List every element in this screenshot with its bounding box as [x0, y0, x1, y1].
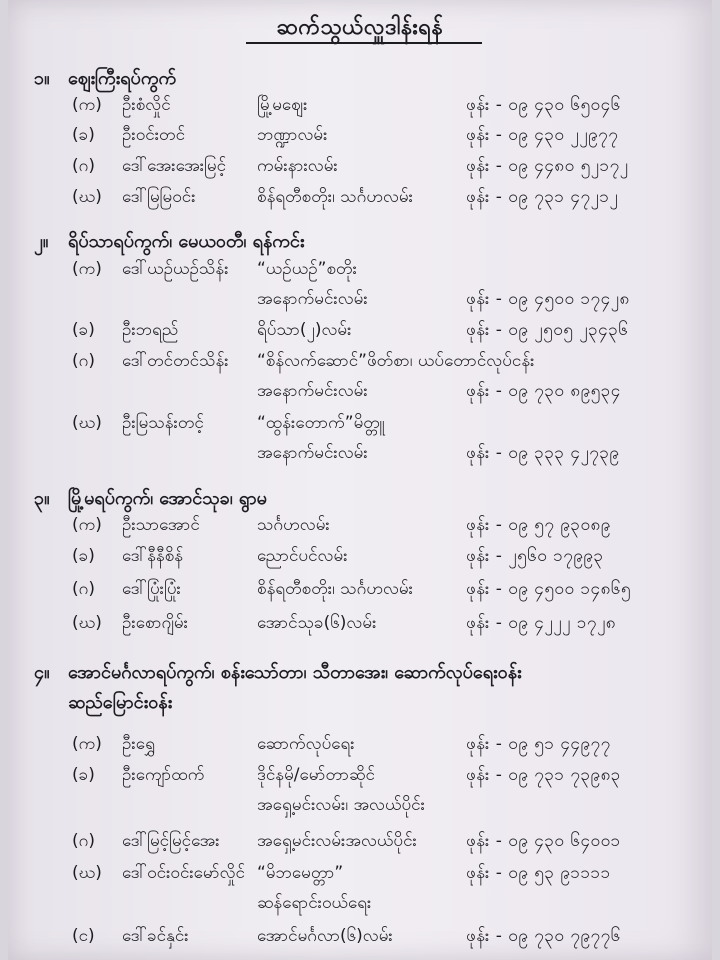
contact-address: စိန်ရတီစတိုး၊ သင်္ဂဟလမ်း	[257, 579, 413, 599]
list-item	[0, 830, 720, 860]
contact-phone: ဖုန်း - ၀၉ ၇၃၁ ၄၇၂၁၂	[466, 187, 619, 207]
section-title: ရိပ်သာရပ်ကွက်၊ မေယဝတီ၊ ရန်ကင်း	[68, 231, 305, 252]
section-heading	[34, 229, 704, 256]
contact-name: ဦးရွှေ	[122, 734, 156, 754]
item-mark: (ဂ)	[72, 156, 95, 176]
section-heading	[34, 486, 704, 513]
item-mark: (ဂ)	[72, 831, 95, 851]
list-item	[0, 578, 720, 608]
list-item-continuation	[0, 794, 720, 824]
contact-name: ဒေါ်မြင့်မြင့်အေး	[122, 831, 220, 851]
contact-name: ဦးဝင်းတင်	[122, 125, 186, 145]
contact-address: သင်္ဂဟလမ်း	[257, 515, 330, 535]
list-item	[0, 319, 720, 349]
list-item	[0, 258, 720, 288]
contact-name: ဒေါ်ဝင်းဝင်းမော်လှိုင်	[122, 863, 245, 883]
contact-address: ကမ်းနားလမ်း	[257, 156, 338, 176]
list-item	[0, 412, 720, 442]
list-item	[0, 186, 720, 216]
contact-name: ဦးစောဂျိမ်း	[122, 613, 188, 633]
contact-phone: ဖုန်း - ၂၅၆၀ ၁၇၉၉၃	[466, 546, 604, 566]
section-title: ဈေးကြီးရပ်ကွက်	[68, 68, 177, 89]
item-mark: (က)	[72, 259, 102, 279]
contact-phone: ဖုန်း - ၀၉ ၄၅၀၀ ၁၇၄၂၈	[466, 289, 630, 309]
contact-address-line2: ဆန်ရောင်းဝယ်ရေး	[257, 893, 372, 913]
item-mark: (ဃ)	[72, 613, 102, 633]
contact-address: ရိပ်သာ(၂)လမ်း	[257, 320, 352, 340]
contact-phone: ဖုန်း - ၀၉ ၂၅၀၅ ၂၃၄၃၆	[466, 320, 629, 340]
item-mark: (ဃ)	[72, 187, 102, 207]
section-heading-line2: ဆည်မြောင်းဝန်း	[68, 692, 173, 713]
contact-address-line2: အနောက်မင်းလမ်း	[257, 443, 368, 463]
contact-address-line2: အရှေ့မင်းလမ်း၊ အလယ်ပိုင်း	[257, 795, 425, 815]
section-number: ၃။	[34, 488, 50, 509]
item-mark: (ခ)	[72, 546, 95, 566]
list-item	[0, 764, 720, 794]
contact-address: အရှေ့မင်းလမ်းအလယ်ပိုင်း	[257, 831, 417, 851]
section-number: ၄။	[34, 662, 50, 683]
item-mark: (ခ)	[72, 125, 95, 145]
item-mark: (က)	[72, 515, 102, 535]
list-item	[0, 862, 720, 892]
contact-address: “ယဉ်ယဉ်”စတိုး	[257, 259, 357, 279]
contact-phone: ဖုန်း - ၀၉ ၄၃၀ ၆၅၀၄၆	[466, 95, 621, 115]
title-underline	[246, 42, 482, 44]
list-item-continuation	[0, 892, 720, 922]
contact-address: အောင်သုခ(၆)လမ်း	[257, 613, 377, 633]
list-item-continuation	[0, 442, 720, 472]
contact-phone: ဖုန်း - ၀၉ ၄၃၀ ၆၄၀၀၁	[466, 831, 621, 851]
contact-phone: ဖုန်း - ၀၉ ၄၄၈၀ ၅၂၁၇၂	[466, 156, 629, 176]
item-mark: (င)	[72, 926, 95, 946]
section-title: အောင်မင်္ဂလာရပ်ကွက်၊ စန်းသော်တာ၊ သီတာအေး၊ ဆောက်လုပ်ရေးဝန်း	[68, 662, 522, 683]
section-title: မြို့မရပ်ကွက်၊ အောင်သုခ၊ ရွာမ	[68, 488, 267, 509]
contact-address: ဘဏ္ဍာလမ်း	[257, 125, 328, 145]
contact-address: “စိန်လက်ဆောင်”ဖိတ်စာ၊ ယပ်တောင်လုပ်ငန်း	[257, 351, 535, 371]
contact-phone: ဖုန်း - ၀၉ ၃၃၃ ၄၂၇၃၉	[466, 443, 620, 463]
item-mark: (ဂ)	[72, 579, 95, 599]
list-item	[0, 612, 720, 642]
item-mark: (က)	[72, 734, 102, 754]
section-heading	[34, 66, 704, 93]
contact-name: ဦးဘရည်	[122, 320, 179, 340]
list-item	[0, 94, 720, 124]
section-number: ၁။	[34, 68, 50, 89]
list-item	[0, 733, 720, 763]
page-title: ဆက်သွယ်လှူဒါန်းရန်	[276, 15, 444, 40]
contact-name: ဦးကျော်ထက်	[122, 765, 205, 785]
contact-address: “မိဘမေတ္တာ”	[257, 863, 344, 883]
contact-address: စိန်ရတီစတိုး၊ သင်္ဂဟလမ်း	[257, 187, 413, 207]
contact-name: ဒေါ်မြမြဝင်း	[122, 187, 196, 207]
list-item	[0, 925, 720, 955]
contact-name: ဒေါ်ပြုံးပြုံး	[122, 579, 181, 599]
contact-phone: ဖုန်း - ၀၉ ၄၃၀ ၂၂၉၇၇	[466, 125, 619, 145]
contact-name: ဒေါ်ခင်နှင်း	[122, 926, 189, 946]
contact-name: ဒေါ်အေးအေးမြင့်	[122, 156, 227, 176]
contact-address: ဆောက်လုပ်ရေး	[257, 734, 355, 754]
contact-phone: ဖုန်း - ၀၉ ၇၃၁ ၇၃၉၈၃	[466, 765, 621, 785]
contact-name: ဒေါ်ယဉ်ယဉ်သိန်း	[122, 259, 229, 279]
contact-phone: ဖုန်း - ၀၉ ၇၃၀ ၇၉၇၇၆	[466, 926, 621, 946]
contact-name: ဦးသာအောင်	[122, 515, 200, 535]
contact-address: အောင်မင်္ဂလာ(၆)လမ်း	[257, 926, 393, 946]
item-mark: (ခ)	[72, 320, 95, 340]
list-item	[0, 124, 720, 154]
list-item-continuation	[0, 288, 720, 318]
list-item	[0, 155, 720, 185]
contact-phone: ဖုန်း - ၀၉ ၇၃၀ ၈၉၅၃၄	[466, 381, 621, 401]
contact-name: ဒေါ်တင်တင်သိန်း	[122, 351, 229, 371]
contact-phone: ဖုန်း - ၀၉ ၅၇ ၉၃၀၈၉	[466, 515, 611, 535]
list-item	[0, 350, 720, 380]
item-mark: (က)	[72, 95, 102, 115]
list-item-continuation	[0, 380, 720, 410]
item-mark: (ဃ)	[72, 413, 102, 433]
contact-phone: ဖုန်း - ၀၉ ၅၁ ၄၄၉၇၇	[466, 734, 611, 754]
item-mark: (ခ)	[72, 765, 95, 785]
item-mark: (ဂ)	[72, 351, 95, 371]
section-number: ၂။	[34, 231, 49, 252]
contact-address: “ထွန်းတောက်”မိတ္တူ	[257, 413, 385, 433]
list-item	[0, 545, 720, 575]
item-mark: (ဃ)	[72, 863, 102, 883]
contact-address: ညောင်ပင်လမ်း	[257, 546, 348, 566]
contact-address-line2: အနောက်မင်းလမ်း	[257, 289, 368, 309]
contact-address-line2: အနောက်မင်းလမ်း	[257, 381, 368, 401]
contact-phone: ဖုန်း - ၀၉ ၄၂၂၂ ၁၇၂၈	[466, 613, 617, 633]
contact-address: ဒိုင်နမို/မော်တာဆိုင်	[257, 765, 375, 785]
contact-address: မြို့မဈေး	[257, 95, 308, 115]
contact-phone: ဖုန်း - ၀၉ ၅၃ ၉၁၁၁၁	[466, 863, 611, 883]
contact-name: ဒေါ်နီနီစိန်	[122, 546, 184, 566]
contact-phone: ဖုန်း - ၀၉ ၄၅၀၀ ၁၄၈၆၅	[466, 579, 631, 599]
section-heading	[34, 660, 704, 687]
contact-name: ဦးမြသန်းတင့်	[122, 413, 204, 433]
contact-name: ဦးစံလှိုင်	[122, 95, 171, 115]
list-item	[0, 514, 720, 544]
